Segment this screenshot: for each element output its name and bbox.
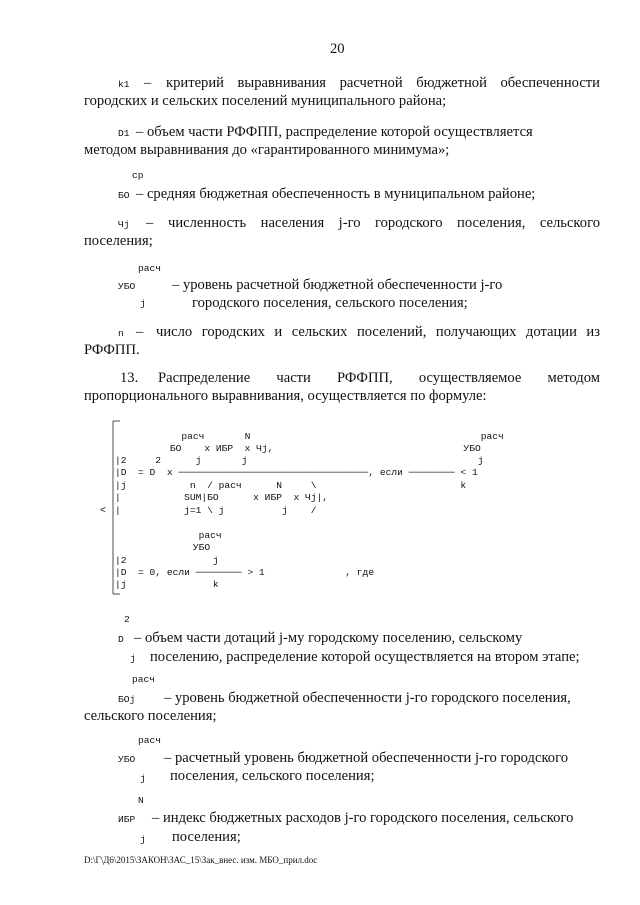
symbol-chj: Чj [118,219,130,230]
def-ibr-line1: – индекс бюджетных расходов j-го городского поселения, сельского [152,810,574,826]
symbol-d2-sup: 2 [124,614,130,625]
formula-line: |j n / расч N \ k [115,480,467,491]
def-uboj-line1: – расчетный уровень бюджетной обеспеченности j-го городского [164,750,569,766]
formula-line: расч [118,530,222,541]
symbol-ubo-sup: расч [138,263,162,274]
symbol-boj-sup: расч [132,674,156,685]
symbol-ubo-sub: j [140,298,146,309]
symbol-uboj: УБО [118,754,136,765]
def-k1-line1: критерий выравнивания расчетной бюджетной обеспеченности [166,75,600,91]
formula-line: |2 j [115,555,219,566]
formula-line: |D = 0, если ──────── > 1 , где [115,567,375,578]
formula-line: | SUM|БО x ИБР x Чj|, [115,492,329,503]
def-boj-line2: сельского поселения; [84,708,217,724]
dash: – [144,75,152,91]
formula-line: |D = D x ─────────────────────────────────, если ──────── < 1 [115,467,478,478]
symbol-d2: D [118,634,124,645]
def-d1-line2: методом выравнивания до «гарантированного минимума»; [84,142,450,158]
dash: – [136,324,144,340]
symbol-ibr: ИБР [118,814,136,825]
symbol-bo-sup: ср [132,170,144,181]
def-chj-line2: поселения; [84,233,153,249]
symbol-ubo: УБО [118,281,136,292]
symbol-uboj-sup: расч [138,735,162,746]
formula-line: расч N расч [118,431,504,442]
symbol-ibr-sub: j [140,834,146,845]
formula-line: УБО [118,542,211,553]
def-d2-line2: поселению, распределение которой осуществляется на втором этапе; [150,649,580,665]
symbol-d2-sub: j [130,653,136,664]
page-number: 20 [330,41,345,57]
para13-line2: пропорционального выравнивания, осуществляется по формуле: [84,388,487,404]
def-k1-line2: городских и сельских поселений муниципального района; [84,93,447,109]
para13-line1: Распределение части РФФПП, осуществляемое методом [158,370,600,386]
symbol-ibr-sup: N [138,795,144,806]
def-uboj-line2: поселения, сельского поселения; [170,768,375,784]
def-ubo-line1: – уровень расчетной бюджетной обеспеченности j-го [172,277,503,293]
def-d1-line1: – объем части РФФПП, распределение которой осуществляется [136,124,533,140]
symbol-boj: БОj [118,694,136,705]
svg-text:<: < [100,506,107,517]
formula-line: БО x ИБР x Чj, УБО [118,443,481,454]
dash: – [146,215,154,231]
formula-line: |j k [115,579,219,590]
def-n-line2: РФФПП. [84,342,140,358]
symbol-uboj-sub: j [140,773,146,784]
def-n-line1: число городских и сельских поселений, получающих дотации из [156,324,600,340]
def-bo: – средняя бюджетная обеспеченность в муниципальном районе; [136,186,536,202]
symbol-k1: k1 [118,79,130,90]
def-boj-line1: – уровень бюджетной обеспеченности j-го городского поселения, [164,690,571,706]
def-ubo-line2: городского поселения, сельского поселения; [192,295,468,311]
symbol-d1: D1 [118,128,130,139]
para13-number: 13. [120,370,139,386]
footer-file-path: D:\Г\Д6\2015\ЗАКОН\ЗАС_15\Зак_внес. изм. МБО_прил.doc [84,855,318,865]
formula-line: |2 2 j j j [115,455,484,466]
def-d2-line1: – объем части дотаций j-му городскому поселению, сельскому [134,630,523,646]
formula-line: | j=1 \ j j / [115,505,317,516]
def-chj-line1: численность населения j-го городского поселения, сельского [168,215,600,231]
symbol-bo: БО [118,190,130,201]
def-ibr-line2: поселения; [172,829,241,845]
symbol-n: n [118,328,124,339]
